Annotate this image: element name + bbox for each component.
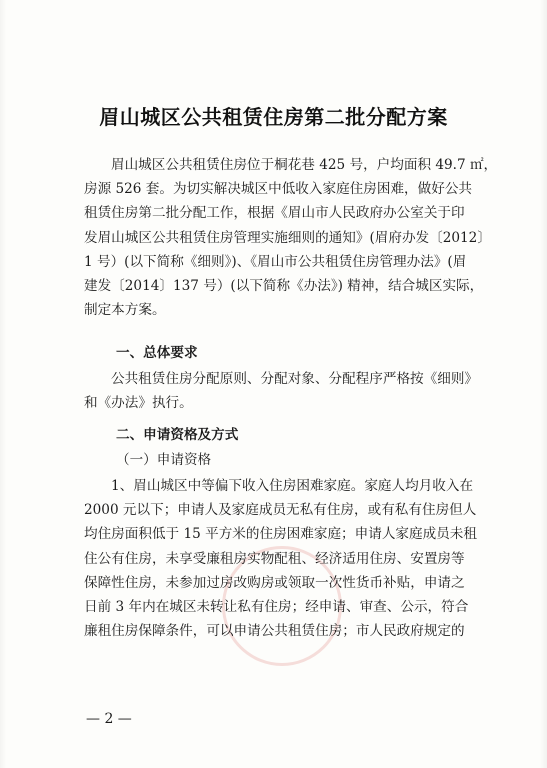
intro-line-3: 租赁住房第二批分配工作，根据《眉山市人民政府办公室关于印 — [84, 205, 465, 222]
intro-line-2: 房源 526 套。为切实解决城区中低收入家庭住房困难，做好公共 — [84, 181, 473, 198]
page-number: — 2 — — [86, 711, 132, 727]
item1-line-3: 均住房面积低于 15 平方米的住房困难家庭；申请人家庭成员未租 — [84, 526, 477, 543]
intro-line-4: 发眉山城区公共租赁住房管理实施细则的通知》(眉府办发〔2012〕 — [84, 229, 491, 246]
intro-line-6: 建发〔2014〕137 号）(以下简称《办法》) 精神，结合城区实际， — [84, 278, 484, 295]
intro-paragraph — [84, 153, 498, 322]
section1-line-1: 公共租赁住房分配原则、分配对象、分配程序严格按《细则》 — [111, 371, 479, 387]
item1-line-5: 保障性住房，未参加过房改购房或领取一次性货币补贴，申请之 — [84, 574, 465, 591]
intro-line-7: 制定本方案。 — [84, 302, 166, 319]
section-heading-eligibility: 二、申请资格及方式 — [116, 427, 239, 443]
section1-line-2: 和《办法》执行。 — [84, 395, 193, 412]
subsection-heading-eligibility: （一）申请资格 — [116, 452, 212, 468]
item1-line-1: 1、眉山城区中等偏下收入住房困难家庭。家庭人均月收入在 — [111, 478, 474, 494]
item1-line-4: 住公有住房，未享受廉租房实物配租、经济适用住房、安置房等 — [84, 550, 465, 567]
item1-line-6: 日前 3 年内在城区未转让私有住房；经申请、审查、公示，符合 — [84, 599, 469, 616]
item1-paragraph — [84, 474, 477, 643]
section-heading-general: 一、总体要求 — [116, 345, 198, 361]
section1-paragraph — [84, 367, 479, 415]
item1-line-2: 2000 元以下；申请人及家庭成员无私有住房，或有私有住房但人 — [84, 502, 477, 519]
intro-line-5: 1 号）(以下简称《细则》)、《眉山市公共租赁住房管理办法》(眉 — [84, 253, 467, 270]
document-title: 眉山城区公共租赁住房第二批分配方案 — [99, 105, 448, 129]
intro-line-1: 眉山城区公共租赁住房位于桐花巷 425 号，户均面积 49.7 ㎡， — [111, 157, 498, 173]
item1-line-7: 廉租住房保障条件，可以申请公共租赁住房；市人民政府规定的 — [84, 623, 465, 640]
